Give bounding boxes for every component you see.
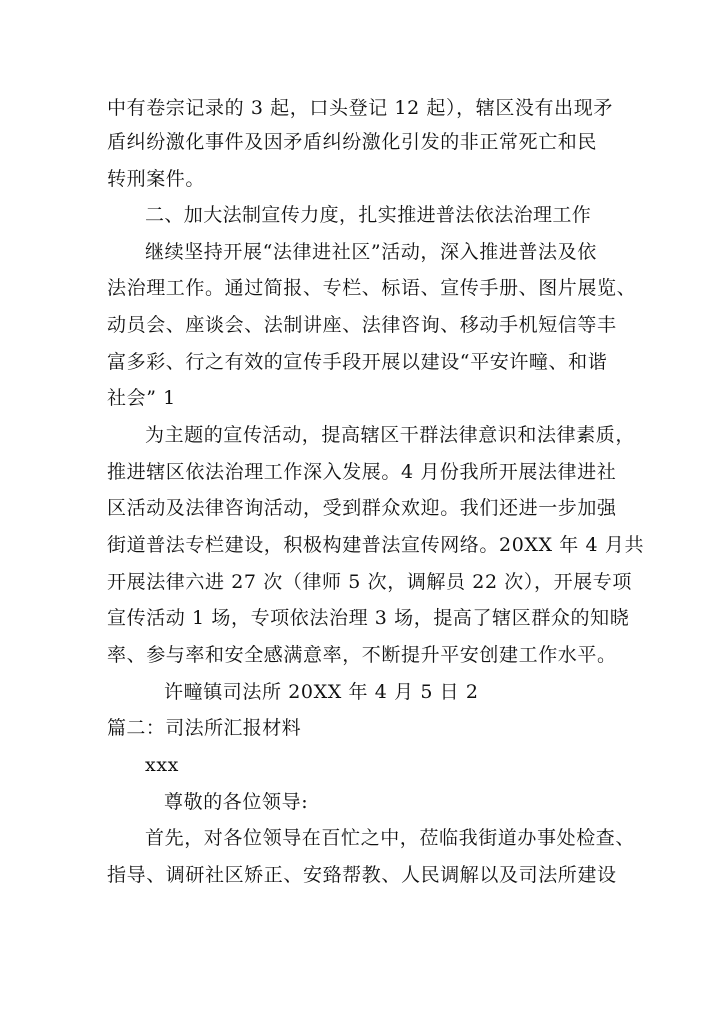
- paragraph-line: 区活动及法律咨询活动，受到群众欢迎。我们还进一步加强: [107, 497, 617, 519]
- author-placeholder: xxx: [145, 754, 179, 776]
- section-title: 篇二：司法所汇报材料: [107, 717, 302, 739]
- paragraph-line: 社会” 1: [107, 387, 176, 409]
- salutation: 尊敬的各位领导:: [164, 791, 309, 813]
- paragraph-line: 指导、调研社区矫正、安臵帮教、人民调解以及司法所建设: [107, 864, 617, 886]
- paragraph-line: 法治理工作。通过简报、专栏、标语、宣传手册、图片展览、: [107, 277, 637, 299]
- paragraph-line: 街道普法专栏建设，积极构建普法宣传网络。20XX 年 4 月共: [107, 534, 645, 556]
- paragraph-line: 开展法律六进 27 次（律师 5 次，调解员 22 次），开展专项: [107, 571, 632, 593]
- paragraph-line: 中有卷宗记录的 3 起，口头登记 12 起），辖区没有出现矛: [107, 97, 613, 119]
- section-heading: 二、加大法制宣传力度，扎实推进普法依法治理工作: [145, 204, 592, 226]
- paragraph-line: 首先，对各位领导在百忙之中，莅临我街道办事处检查、: [145, 827, 636, 849]
- paragraph-line: 富多彩、行之有效的宣传手段开展以建设“平安许疃、和谐: [107, 351, 608, 373]
- paragraph-line: 继续坚持开展“法律进社区”活动，深入推进普法及依: [145, 241, 597, 263]
- paragraph-line: 推进辖区依法治理工作深入发展。4 月份我所开展法律进社: [107, 461, 617, 483]
- signature-line: 许疃镇司法所 20XX 年 4 月 5 日 2: [164, 681, 479, 703]
- paragraph-line: 动员会、座谈会、法制讲座、法律咨询、移动手机短信等丰: [107, 314, 617, 336]
- paragraph-line: 转刑案件。: [107, 168, 206, 190]
- paragraph-line: 盾纠纷激化事件及因矛盾纠纷激化引发的非正常死亡和民: [107, 131, 598, 153]
- paragraph-line: 宣传活动 1 场，专项依法治理 3 场，提高了辖区群众的知晓: [107, 607, 630, 629]
- paragraph-line: 率、参与率和安全感满意率，不断提升平安创建工作水平。: [107, 644, 617, 666]
- paragraph-line: 为主题的宣传活动，提高辖区干群法律意识和法律素质，: [145, 424, 636, 446]
